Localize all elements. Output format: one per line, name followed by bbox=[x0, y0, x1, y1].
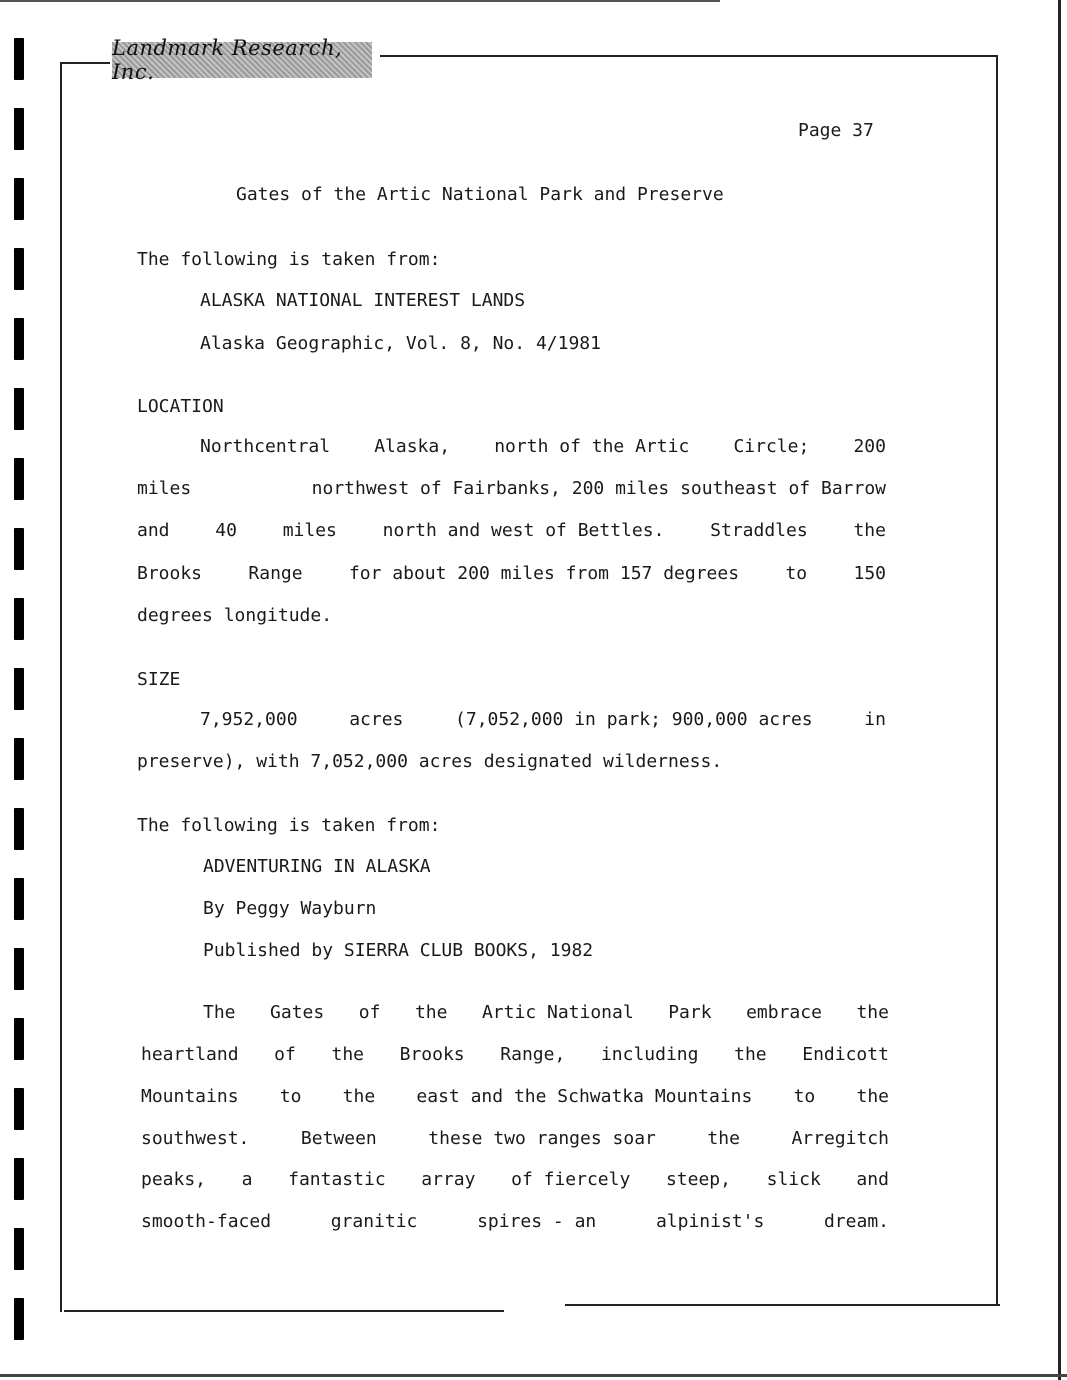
location-text-line: and 40 miles north and west of Bettles. Straddles the bbox=[137, 520, 886, 541]
frame-border bbox=[565, 1304, 1000, 1306]
binder-hole-mark bbox=[14, 108, 24, 150]
binder-hole-mark bbox=[14, 38, 24, 80]
book-title: ADVENTURING IN ALASKA bbox=[203, 856, 431, 877]
page-number: Page 37 bbox=[798, 120, 874, 141]
binder-hole-mark bbox=[14, 528, 24, 570]
section-heading-size: SIZE bbox=[137, 669, 181, 690]
source-publication: ALASKA NATIONAL INTEREST LANDS bbox=[200, 290, 526, 311]
binder-hole-mark bbox=[14, 178, 24, 220]
top-scan-rule bbox=[0, 0, 720, 2]
binder-hole-mark bbox=[14, 1088, 24, 1130]
source-intro: The following is taken from: bbox=[137, 815, 441, 836]
binder-hole-mark bbox=[14, 458, 24, 500]
source-intro: The following is taken from: bbox=[137, 249, 441, 270]
binder-hole-mark bbox=[14, 738, 24, 780]
location-text-line: Brooks Range for about 200 miles from 157 degrees to 150 bbox=[137, 563, 886, 584]
body-text-line: smooth-faced granitic spires - an alpinist's dream. bbox=[141, 1211, 889, 1232]
binder-hole-mark bbox=[14, 318, 24, 360]
book-publisher: Published by SIERRA CLUB BOOKS, 1982 bbox=[203, 940, 594, 961]
binder-hole-mark bbox=[14, 248, 24, 290]
frame-border bbox=[380, 55, 998, 57]
binder-hole-mark bbox=[14, 388, 24, 430]
binder-hole-mark bbox=[14, 1228, 24, 1270]
binder-hole-mark bbox=[14, 808, 24, 850]
size-text-line: preserve), with 7,052,000 acres designated wilderness. bbox=[137, 751, 723, 772]
binder-hole-mark bbox=[14, 878, 24, 920]
binder-hole-mark bbox=[14, 1298, 24, 1340]
binder-hole-mark bbox=[14, 1018, 24, 1060]
book-author: By Peggy Wayburn bbox=[203, 898, 377, 919]
body-text-line: The Gates of the Artic National Park embrace the bbox=[203, 1002, 889, 1023]
location-text-line: miles northwest of Fairbanks, 200 miles southeast of Barrow bbox=[137, 478, 886, 499]
binder-hole-mark bbox=[14, 668, 24, 710]
section-heading-location: LOCATION bbox=[137, 396, 224, 417]
location-text-line: Northcentral Alaska, north of the Artic Circle; 200 bbox=[200, 436, 886, 457]
body-text-line: southwest. Between these two ranges soar the Arregitch bbox=[141, 1128, 889, 1149]
right-page-edge bbox=[1058, 0, 1061, 1380]
company-logo: Landmark Research, Inc. bbox=[112, 42, 372, 78]
body-text-line: peaks, a fantastic array of fiercely steep, slick and bbox=[141, 1169, 889, 1190]
bottom-page-edge bbox=[0, 1374, 1067, 1377]
body-text-line: heartland of the Brooks Range, including the Endicott bbox=[141, 1044, 889, 1065]
binder-hole-mark bbox=[14, 1158, 24, 1200]
frame-border bbox=[996, 55, 998, 1305]
frame-border bbox=[64, 1310, 504, 1312]
binder-hole-mark bbox=[14, 948, 24, 990]
frame-border bbox=[60, 62, 110, 64]
frame-border bbox=[60, 62, 62, 1312]
size-text-line: 7,952,000 acres (7,052,000 in park; 900,000 acres in bbox=[200, 709, 886, 730]
source-citation: Alaska Geographic, Vol. 8, No. 4/1981 bbox=[200, 333, 601, 354]
body-text-line: Mountains to the east and the Schwatka Mountains to the bbox=[141, 1086, 889, 1107]
page-title: Gates of the Artic National Park and Preserve bbox=[236, 184, 724, 205]
binder-hole-mark bbox=[14, 598, 24, 640]
location-text-line: degrees longitude. bbox=[137, 605, 333, 626]
